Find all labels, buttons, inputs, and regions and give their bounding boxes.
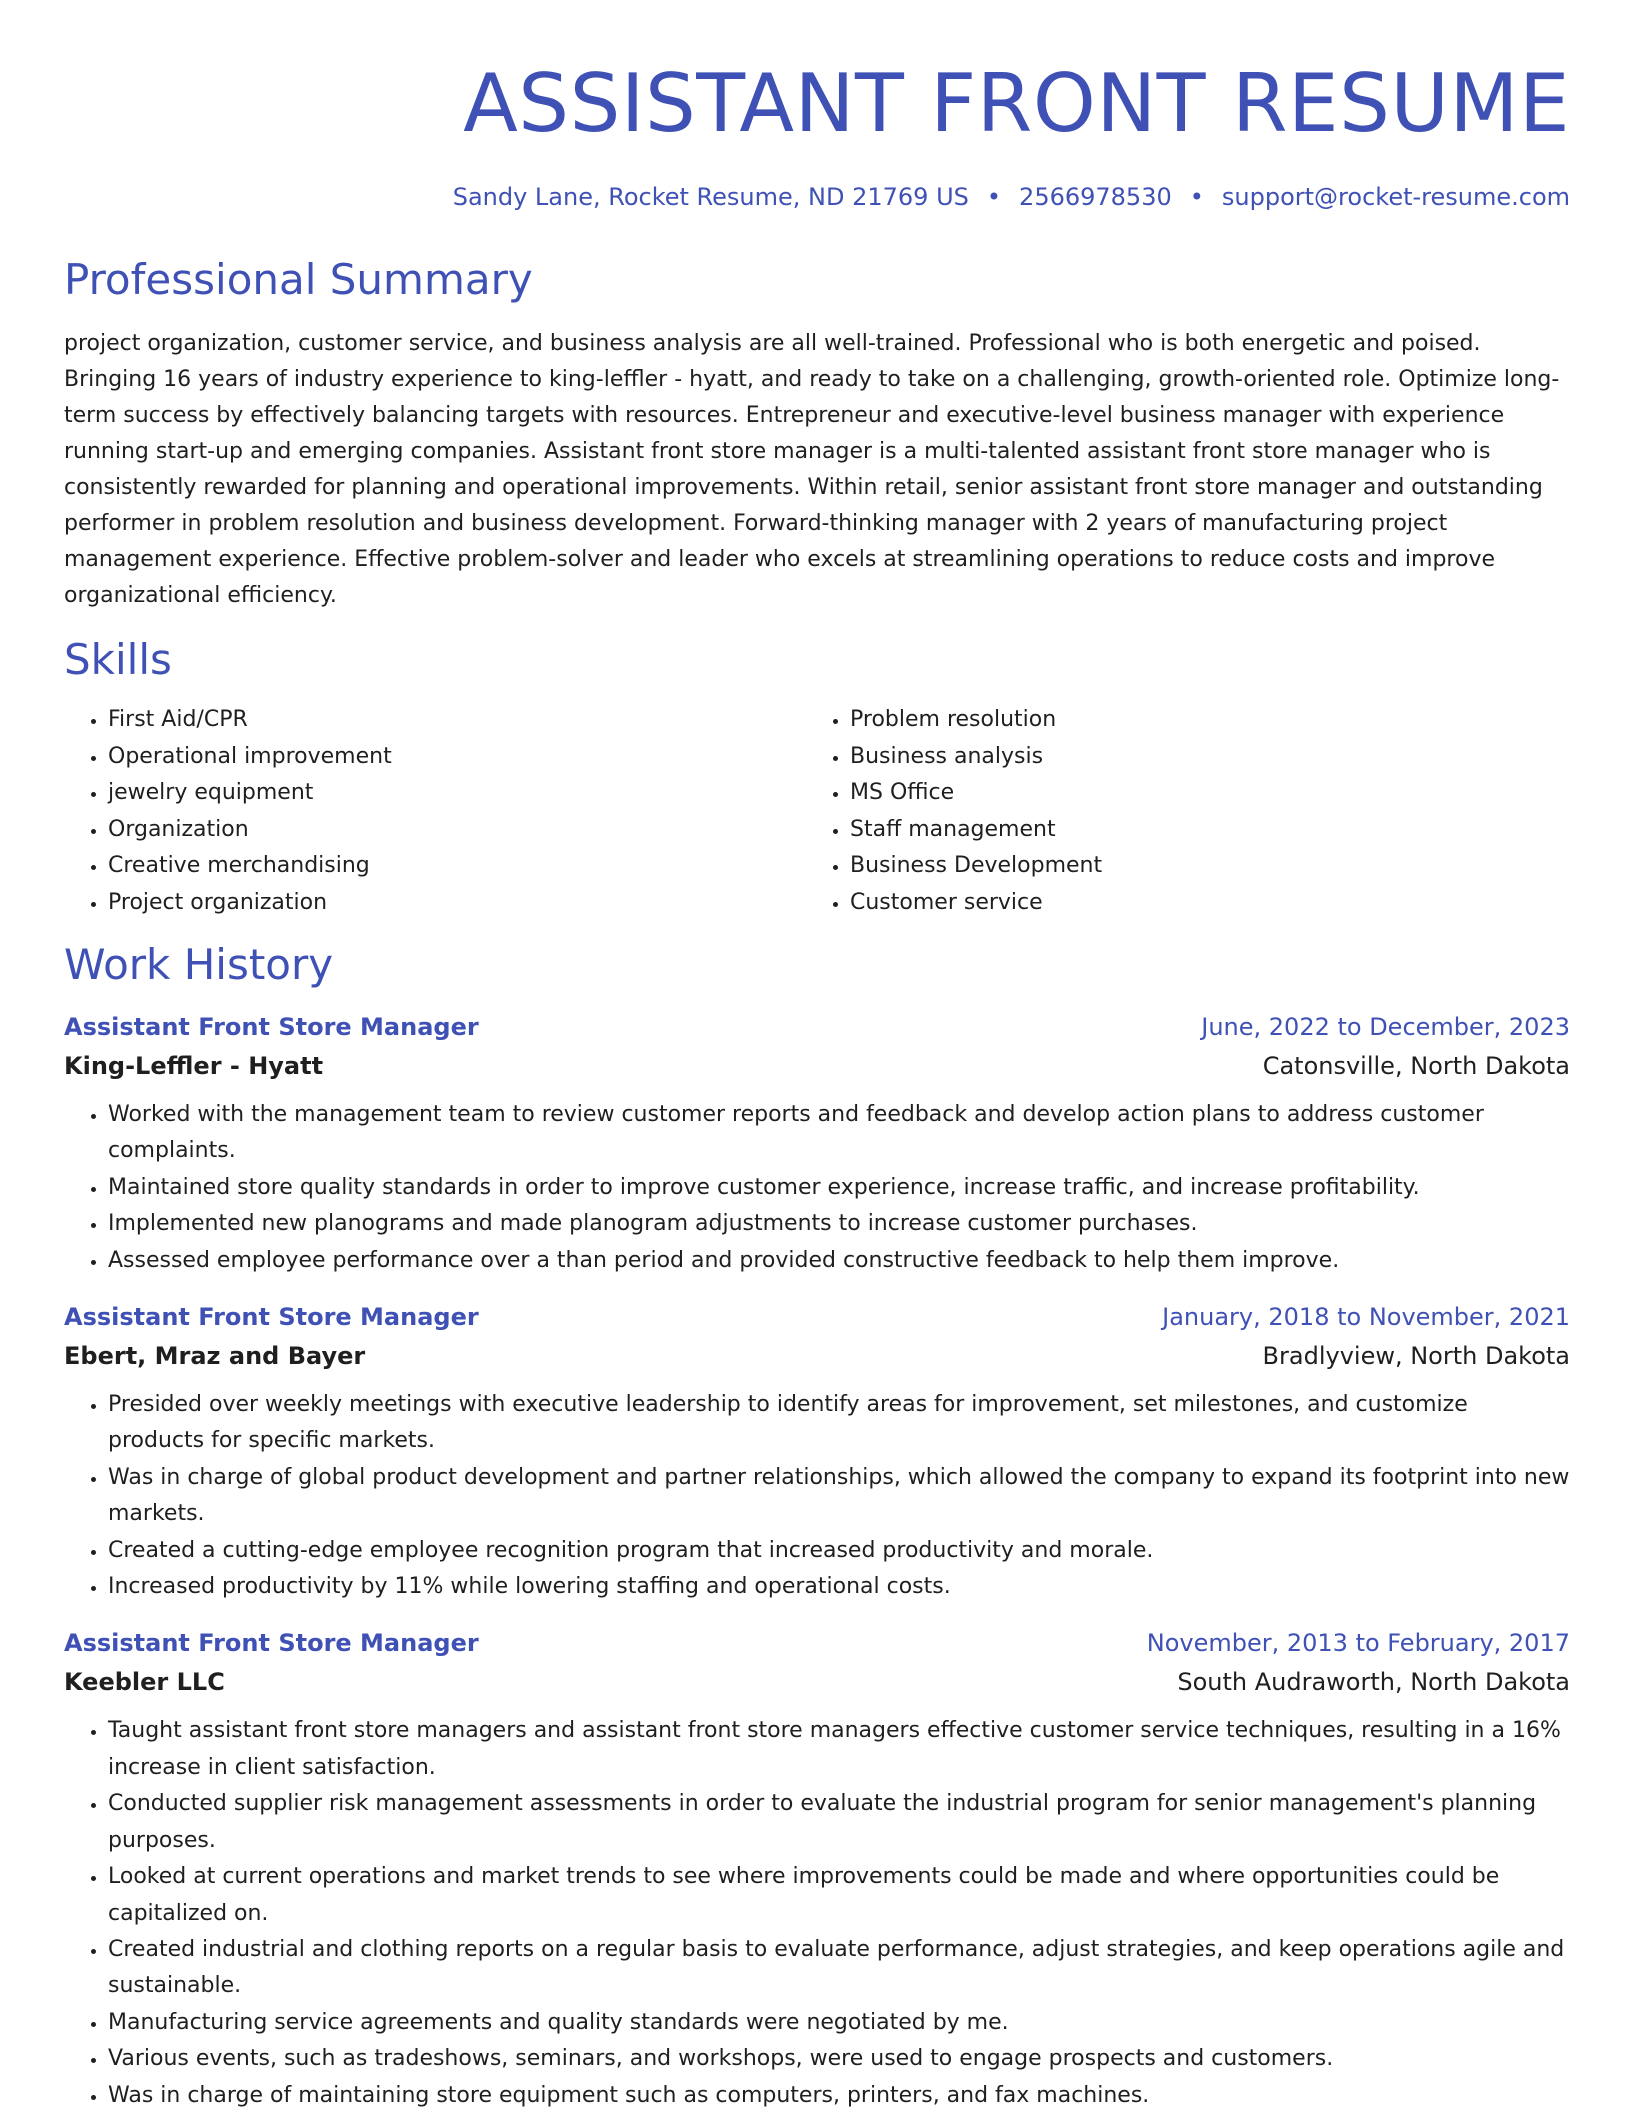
resume-page [64, 0, 1570, 2114]
contact-phone: 2566978530 [1019, 183, 1172, 211]
job-bullet: • Presided over weekly meetings with executive leadership to identify areas for improvement, set milestones, and customize products for specific markets. [108, 1387, 1570, 1460]
skills-list [64, 702, 1570, 921]
skill-item: • Business Development [850, 848, 1548, 885]
contact-line [64, 182, 1570, 212]
job-bullet: • Maintained store quality standards in order to improve customer experience, increase traffic, and increase profitability. [108, 1170, 1570, 1206]
skill-item: • Organization [108, 812, 806, 849]
skills-column-left [64, 702, 806, 921]
job-bullet: • Looked at current operations and market trends to see where improvements could be made and where opportunities could be capitalized on. [108, 1859, 1570, 1932]
job-location: South Audraworth, North Dakota [1177, 1668, 1570, 1697]
skill-item: • Creative merchandising [108, 848, 806, 885]
skill-item: • MS Office [850, 775, 1548, 812]
job-company: Ebert, Mraz and Bayer [64, 1342, 366, 1371]
contact-email: support@rocket-resume.com [1221, 183, 1570, 211]
skill-item: • Staff management [850, 812, 1548, 849]
skills-heading: Skills [64, 635, 172, 684]
job-bullet: • Manufacturing service agreements and quality standards were negotiated by me. [108, 2005, 1570, 2041]
job-bullets [64, 1387, 1570, 1605]
skills-column-right [806, 702, 1548, 921]
job-bullets [64, 1713, 1570, 2113]
job-bullet: • Was in charge of global product development and partner relationships, which allowed the company to expand its footprint into new markets. [108, 1460, 1570, 1533]
contact-address: Sandy Lane, Rocket Resume, ND 21769 US [452, 183, 969, 211]
skill-item: • Business analysis [850, 739, 1548, 776]
work-history-heading: Work History [64, 940, 334, 989]
summary-heading: Professional Summary [64, 255, 533, 304]
job-entry [64, 1009, 1570, 1279]
job-entry [64, 1625, 1570, 2113]
skill-item: • Operational improvement [108, 739, 806, 776]
job-bullet: • Worked with the management team to review customer reports and feedback and develop action plans to address customer complaints. [108, 1097, 1570, 1170]
job-company: King-Leffler - Hyatt [64, 1052, 324, 1080]
job-dates: June, 2022 to December, 2023 [1201, 1013, 1570, 1041]
skill-item: • Customer service [850, 885, 1548, 922]
job-bullets [64, 1097, 1570, 1279]
job-bullet: • Various events, such as tradeshows, seminars, and workshops, were used to engage prospects and customers. [108, 2041, 1570, 2077]
job-title: Assistant Front Store Manager [64, 1013, 479, 1041]
skill-item: • jewelry equipment [108, 775, 806, 812]
job-bullet: • Assessed employee performance over a than period and provided constructive feedback to help them improve. [108, 1243, 1570, 1279]
job-bullet: • Taught assistant front store managers and assistant front store managers effective customer service techniques, resulting in a 16% increase in client satisfaction. [108, 1713, 1570, 1786]
job-location: Bradlyview, North Dakota [1262, 1342, 1570, 1371]
job-title: Assistant Front Store Manager [64, 1629, 479, 1658]
skill-item: • First Aid/CPR [108, 702, 806, 739]
contact-separator: • [986, 183, 1002, 211]
skill-item: • Project organization [108, 885, 806, 922]
job-bullet: • Increased productivity by 11% while lowering staffing and operational costs. [108, 1569, 1570, 1605]
summary-text: project organization, customer service, and business analysis are all well-trained. Professional who is both energetic and poised. Bringing 16 years of industry experience to king-leffler - hyatt, and ready to take on a challenging, growth-oriented role. Optimize long-term success by effectively balancing targets with resources. Entrepreneur and executive-level business manager with experience running start-up and emerging companies. Assistant front store manager is a multi-talented assistant front store manager who is consistently rewarded for planning and operational improvements. Within retail, senior assistant front store manager and outstanding performer in problem resolution and business development. Forward-thinking manager with 2 years of manufacturing project management experience. Effective problem-solver and leader who excels at streamlining operations to reduce costs and improve organizational efficiency. [64, 331, 1560, 608]
job-entry [64, 1299, 1570, 1605]
job-bullet: • Conducted supplier risk management assessments in order to evaluate the industrial program for senior management's planning purposes. [108, 1786, 1570, 1859]
job-bullet: • Created a cutting-edge employee recognition program that increased productivity and morale. [108, 1533, 1570, 1569]
job-location: Catonsville, North Dakota [1262, 1052, 1570, 1080]
skill-item: • Problem resolution [850, 702, 1548, 739]
contact-separator: • [1189, 183, 1204, 211]
job-company: Keebler LLC [64, 1668, 225, 1697]
job-bullet: • Was in charge of maintaining store equipment such as computers, printers, and fax machines. [108, 2078, 1570, 2114]
resume-title: ASSISTANT FRONT RESUME [463, 57, 1570, 150]
job-dates: January, 2018 to November, 2021 [1162, 1303, 1570, 1332]
job-bullet: • Implemented new planograms and made planogram adjustments to increase customer purchases. [108, 1206, 1570, 1242]
job-bullet: • Created industrial and clothing reports on a regular basis to evaluate performance, adjust strategies, and keep operations agile and sustainable. [108, 1932, 1570, 2005]
job-title: Assistant Front Store Manager [64, 1303, 479, 1332]
job-dates: November, 2013 to February, 2017 [1146, 1629, 1570, 1658]
